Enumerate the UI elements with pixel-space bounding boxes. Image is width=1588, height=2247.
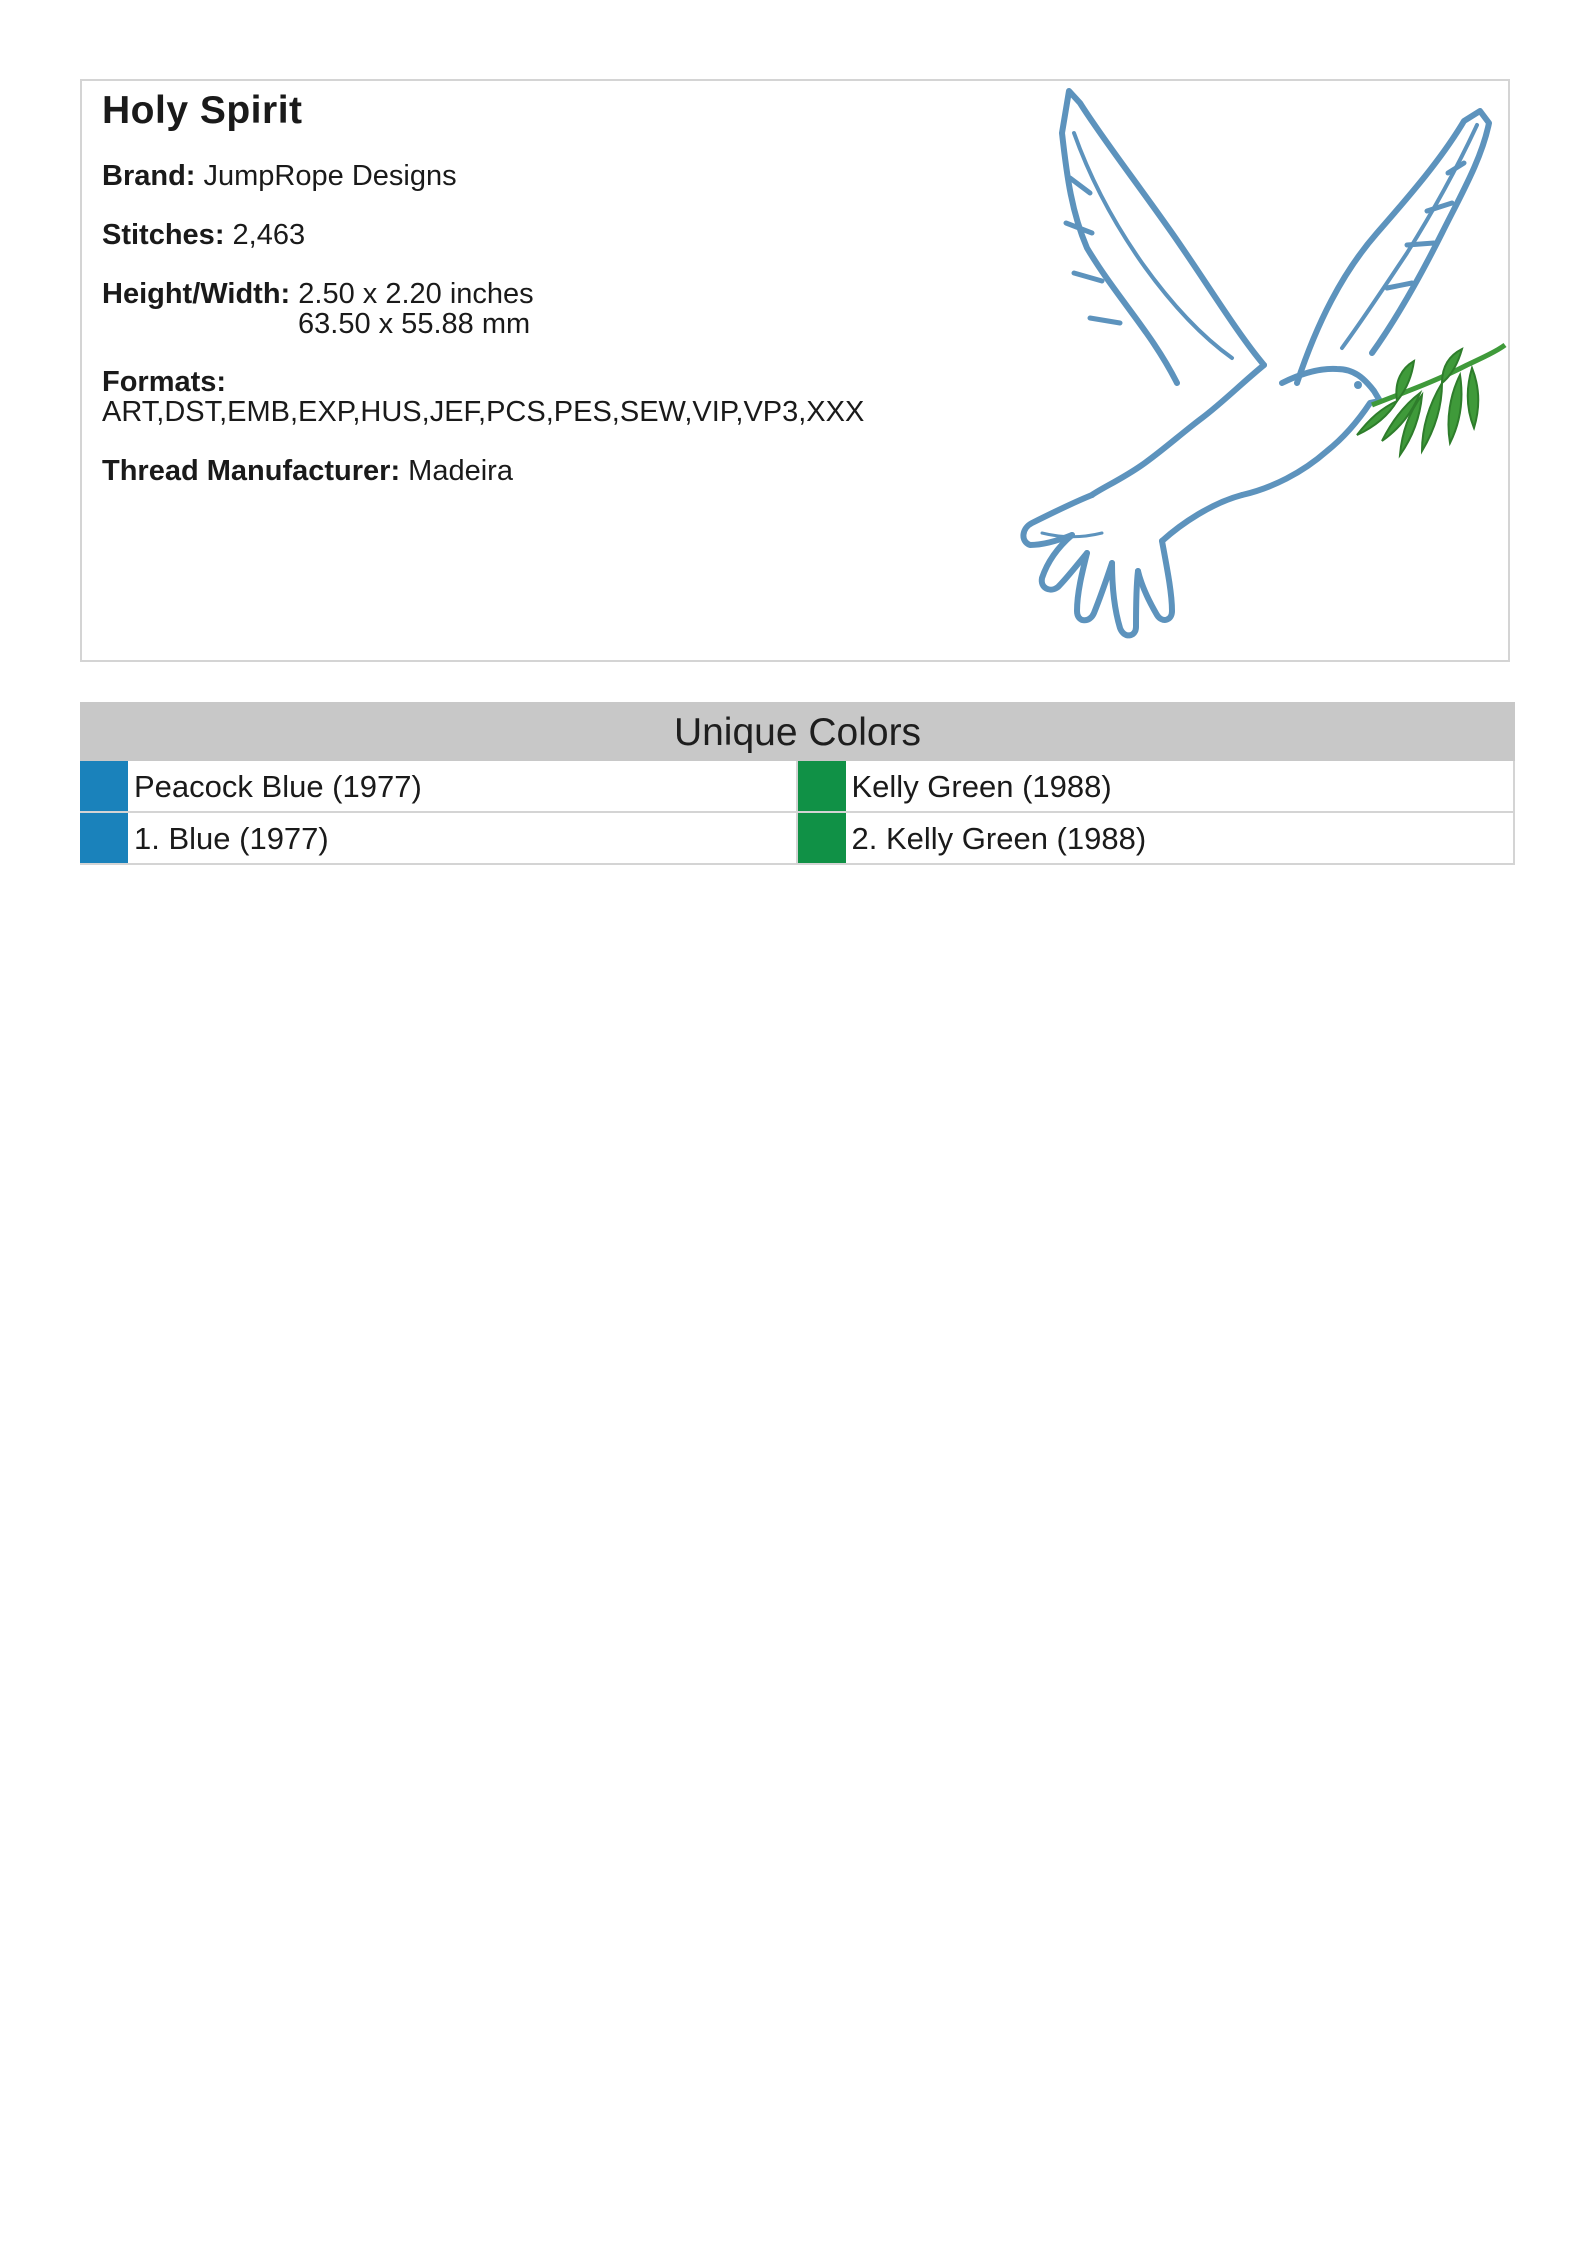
thread-field xyxy=(102,456,513,486)
brand-field xyxy=(102,161,457,191)
design-info-card xyxy=(80,79,1510,662)
color-swatch xyxy=(798,813,846,863)
table-row xyxy=(80,761,1515,813)
height-width-field xyxy=(102,279,534,309)
color-name: 2. Kelly Green (1988) xyxy=(851,821,1147,856)
olive-branch xyxy=(1357,345,1505,455)
thread-value: Madeira xyxy=(408,455,513,487)
unique-colors-header: Unique Colors xyxy=(80,702,1515,761)
thread-label: Thread Manufacturer: xyxy=(102,455,401,487)
unique-colors-table xyxy=(80,702,1515,865)
size-mm: 63.50 x 55.88 mm xyxy=(298,308,531,340)
dove-with-olive-branch-icon xyxy=(1002,83,1507,660)
color-cell xyxy=(80,761,798,811)
stitches-label: Stitches: xyxy=(102,219,225,251)
brand-label: Brand: xyxy=(102,160,196,192)
color-name: Peacock Blue (1977) xyxy=(134,769,422,804)
stitches-value: 2,463 xyxy=(232,219,306,251)
stitches-field xyxy=(102,220,305,250)
table-row xyxy=(80,813,1515,865)
height-width-label: Height/Width: xyxy=(102,278,291,310)
color-name: Kelly Green (1988) xyxy=(851,769,1112,804)
color-cell xyxy=(798,813,1516,863)
size-inches: 2.50 x 2.20 inches xyxy=(298,278,534,310)
formats-label: Formats: xyxy=(102,366,227,398)
color-name: 1. Blue (1977) xyxy=(134,821,329,856)
design-title: Holy Spirit xyxy=(102,89,303,132)
color-swatch xyxy=(798,761,846,811)
brand-value: JumpRope Designs xyxy=(203,160,457,192)
color-swatch xyxy=(80,761,128,811)
formats-value: ART,DST,EMB,EXP,HUS,JEF,PCS,PES,SEW,VIP,VP3,XXX xyxy=(102,396,865,428)
dove-outline xyxy=(1023,91,1489,635)
color-swatch xyxy=(80,813,128,863)
color-cell xyxy=(80,813,798,863)
color-cell xyxy=(798,761,1516,811)
